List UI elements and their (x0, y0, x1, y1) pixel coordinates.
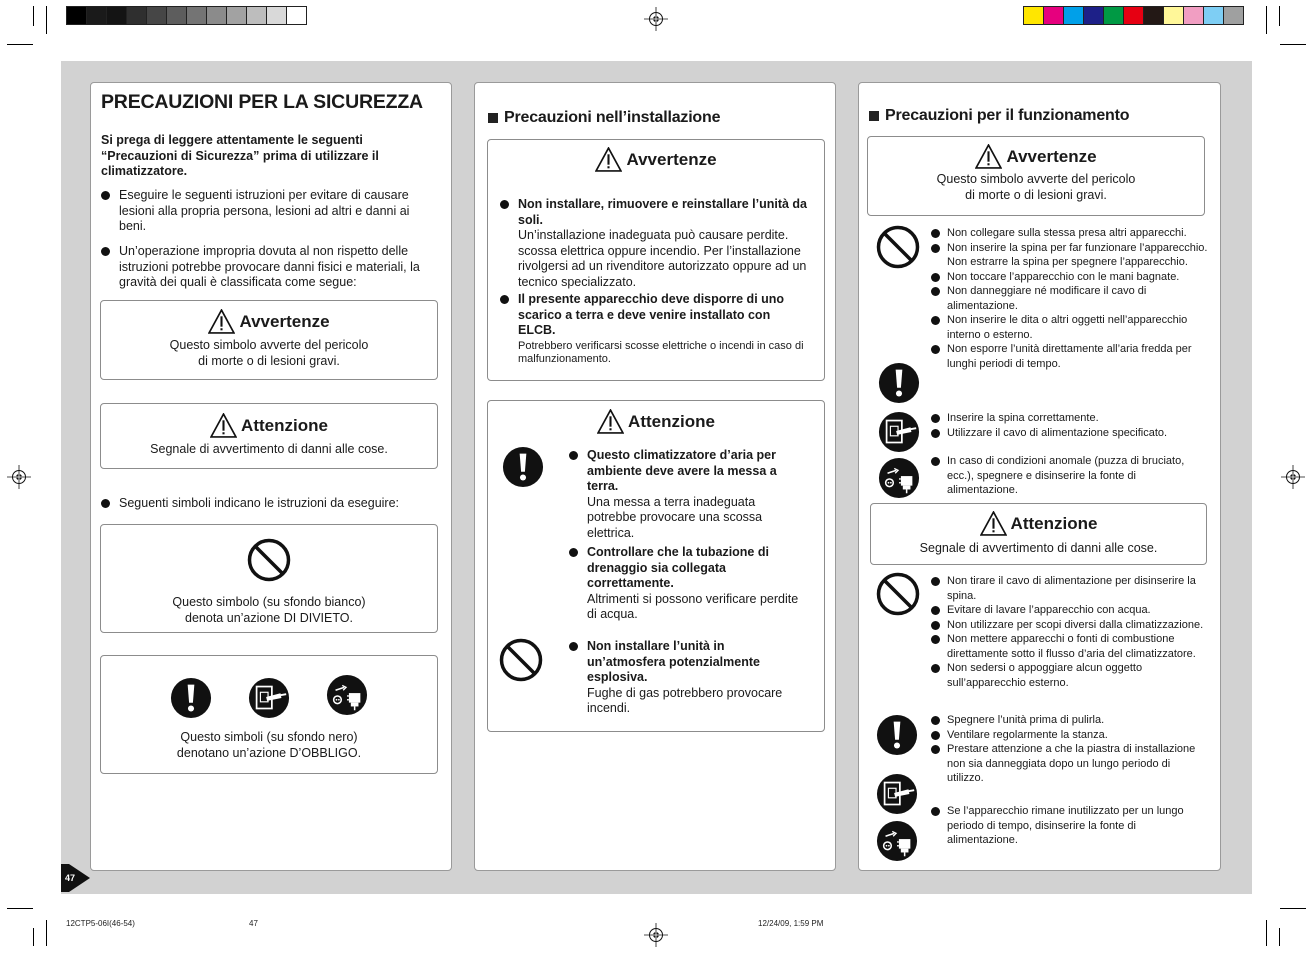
mandatory-action-icon (878, 362, 920, 404)
warning-title: Avvertenze (239, 311, 330, 331)
mandatory-action-icon (170, 677, 212, 719)
color-swatch (1063, 6, 1084, 25)
list-item: Ventilare regolarmente la stanza. (931, 728, 1209, 743)
list-item: In caso di condizioni anomale (puzza di bruciato, ecc.), spegnere e disinserire la fonte di alimentazione. (931, 454, 1209, 498)
warning-triangle-icon (595, 147, 622, 172)
color-swatch (126, 6, 147, 25)
caution-box (870, 503, 1207, 565)
color-swatch (1123, 6, 1144, 25)
caution-prohibit-list (931, 574, 1209, 690)
footer-file: 12CTP5-06I(46-54) (66, 919, 135, 928)
warning-line-1: Questo simbolo avverte del pericolo (936, 172, 1136, 186)
list-item: Utilizzare il cavo di alimentazione specificato. (931, 426, 1209, 441)
color-swatch (226, 6, 247, 25)
caution-title: Attenzione (1010, 513, 1098, 533)
color-swatch (166, 6, 187, 25)
footer-page: 47 (249, 919, 258, 928)
mandatory-action-icon (876, 714, 918, 756)
list-item: Un’operazione impropria dovuta al non rispetto delle istruzioni potrebbe provocare danni fisici e materiali, la gravità dei quali è classificata come segue: (101, 244, 431, 291)
prohibit-legend-box (100, 524, 438, 633)
color-swatch (206, 6, 227, 25)
warning-line-2: di morte o di lesioni gravi. (198, 353, 340, 368)
list-item: Non toccare l’apparecchio con le mani bagnate. (931, 270, 1209, 285)
color-swatch (1163, 6, 1184, 25)
prohibition-icon (876, 572, 920, 616)
list-item: Non tirare il cavo di alimentazione per disinserire la spina. (931, 574, 1209, 603)
color-swatch (1203, 6, 1224, 25)
list-item: Prestare attenzione a che la piastra di installazione non sia danneggiata dopo un lungo periodo di utilizzo. (931, 742, 1209, 786)
warning-mandatory-list (931, 411, 1209, 440)
list-item: Non danneggiare né modificare il cavo di alimentazione. (931, 284, 1209, 313)
caution-mandatory-list (931, 713, 1209, 786)
list-item: Controllare che la tubazione di drenaggio sia collegata correttamente. Altrimenti si possono verificare perdite di acqua. (569, 545, 801, 623)
warning-line-1: Questo simbolo avverte del pericolo (169, 338, 369, 352)
list-item: Seguenti simboli indicano le istruzioni da eseguire: (101, 496, 431, 512)
prohibition-icon (876, 225, 920, 269)
list-item: Non installare, rimuovere e reinstallare l’unità da soli. Un’installazione inadeguata può causare perdite. scossa elettrica oppure incendio. Per l’installazione rivolgersi ad un rivenditore autorizzato oppure ad un tecnico specializzato. (500, 197, 810, 291)
warning-title: Avvertenze (626, 149, 717, 169)
mandatory-legend-box (100, 655, 438, 774)
prohibit-line-1: Questo simbolo (su sfondo bianco) (172, 595, 366, 609)
list-item: Questo climatizzatore d’aria per ambiente deve avere la messa a terra. Una messa a terra inadeguata potrebbe provocare una scossa elettrica. (569, 448, 801, 542)
color-swatch (1223, 6, 1244, 25)
color-swatch (246, 6, 267, 25)
warning-triangle-icon (980, 511, 1007, 536)
warning-box (867, 136, 1205, 216)
list-item: Non mettere apparecchi o fonti di combustione direttamente sotto il flusso d’aria del climatizzatore. (931, 632, 1209, 661)
section-title: Precauzioni per il funzionamento (869, 107, 1129, 125)
page-title: PRECAUZIONI PER LA SICUREZZA (101, 91, 423, 113)
caution-title: Attenzione (241, 415, 328, 435)
color-swatch (1023, 6, 1044, 25)
color-swatch (286, 6, 307, 25)
registration-mark-right-icon (1281, 465, 1305, 489)
intro-text: Si prega di leggere attentamente le seguenti “Precauzioni di Sicurezza” prima di utilizzare il climatizzatore. (101, 133, 379, 178)
unplug-icon (878, 457, 920, 499)
prohibit-line-2: denota un’azione DI DIVIETO. (185, 610, 353, 625)
color-swatch (1183, 6, 1204, 25)
list-item: Spegnere l’unità prima di pulirla. (931, 713, 1209, 728)
registration-mark-bottom-icon (644, 923, 668, 947)
mandatory-line-1: Questo simboli (su sfondo nero) (180, 730, 358, 744)
plug-in-icon (876, 773, 918, 815)
caution-text: Segnale di avvertimento di danni alle cose. (919, 541, 1158, 555)
color-swatch (106, 6, 127, 25)
warning-title: Avvertenze (1006, 146, 1097, 166)
list-item: Non inserire la spina per far funzionare l’apparecchio. Non estrarre la spina per spegnere l’apparecchio. (931, 241, 1209, 270)
color-swatch (66, 6, 87, 25)
list-item: Non utilizzare per scopi diversi dalla climatizzazione. (931, 618, 1209, 633)
color-swatch (186, 6, 207, 25)
list-item: Evitare di lavare l’apparecchio con acqua. (931, 603, 1209, 618)
list-item: Non inserire le dita o altri oggetti nell’apparecchio interno o esterno. (931, 313, 1209, 342)
prohibition-icon (247, 538, 291, 582)
mandatory-line-2: denotano un’azione D’OBBLIGO. (176, 745, 362, 760)
list-item: Non collegare sulla stessa presa altri apparecchi. (931, 226, 1209, 241)
square-bullet-icon (869, 111, 879, 121)
list-item: Inserire la spina correttamente. (931, 411, 1209, 426)
warning-triangle-icon (975, 144, 1002, 169)
plug-in-icon (248, 677, 290, 719)
plug-in-icon (878, 411, 920, 453)
mandatory-action-icon (502, 446, 544, 488)
color-swatch (266, 6, 287, 25)
color-swatch (1103, 6, 1124, 25)
footer-timestamp: 12/24/09, 1:59 PM (758, 919, 824, 928)
warning-triangle-icon (210, 413, 237, 438)
warning-line-2: di morte o di lesioni gravi. (965, 187, 1107, 202)
list-item: Non installare l’unità in un’atmosfera potenzialmente esplosiva. Fughe di gas potrebbero provocare incendi. (569, 639, 801, 717)
caution-box (100, 403, 438, 469)
color-swatch (1083, 6, 1104, 25)
warning-prohibit-list (931, 226, 1209, 371)
warning-triangle-icon (597, 409, 624, 434)
list-item: Non esporre l’unità direttamente all’aria fredda per lunghi periodi di tempo. (931, 342, 1209, 371)
list-item: Se l’apparecchio rimane inutilizzato per un lungo periodo di tempo, disinserire la fonte di alimentazione. (931, 804, 1209, 848)
unplug-icon (876, 820, 918, 862)
prohibition-icon (499, 638, 543, 682)
caution-text: Segnale di avvertimento di danni alle cose. (150, 442, 388, 456)
list-item: Il presente apparecchio deve disporre di uno scarico a terra e deve venire installato con ELCB. Potrebbero verificarsi scosse elettriche o incendi in caso di malfunzionamento. (500, 292, 810, 367)
list-item: Non sedersi o appoggiare alcun oggetto sull’apparecchio esterno. (931, 661, 1209, 690)
unplug-icon (326, 674, 368, 716)
registration-mark-left-icon (7, 465, 31, 489)
caution-title: Attenzione (628, 411, 715, 431)
square-bullet-icon (488, 113, 498, 123)
section-title: Precauzioni nell’installazione (488, 109, 720, 127)
color-swatch (86, 6, 107, 25)
registration-mark-top-icon (644, 7, 668, 31)
page-number: 47 (65, 873, 76, 883)
color-swatch (146, 6, 167, 25)
list-item: Eseguire le seguenti istruzioni per evitare di causare lesioni alla propria persona, lesioni ad altri e danni ai beni. (101, 188, 431, 235)
warning-triangle-icon (208, 309, 235, 334)
warning-box (100, 300, 438, 380)
color-swatch (1043, 6, 1064, 25)
color-swatch (1143, 6, 1164, 25)
